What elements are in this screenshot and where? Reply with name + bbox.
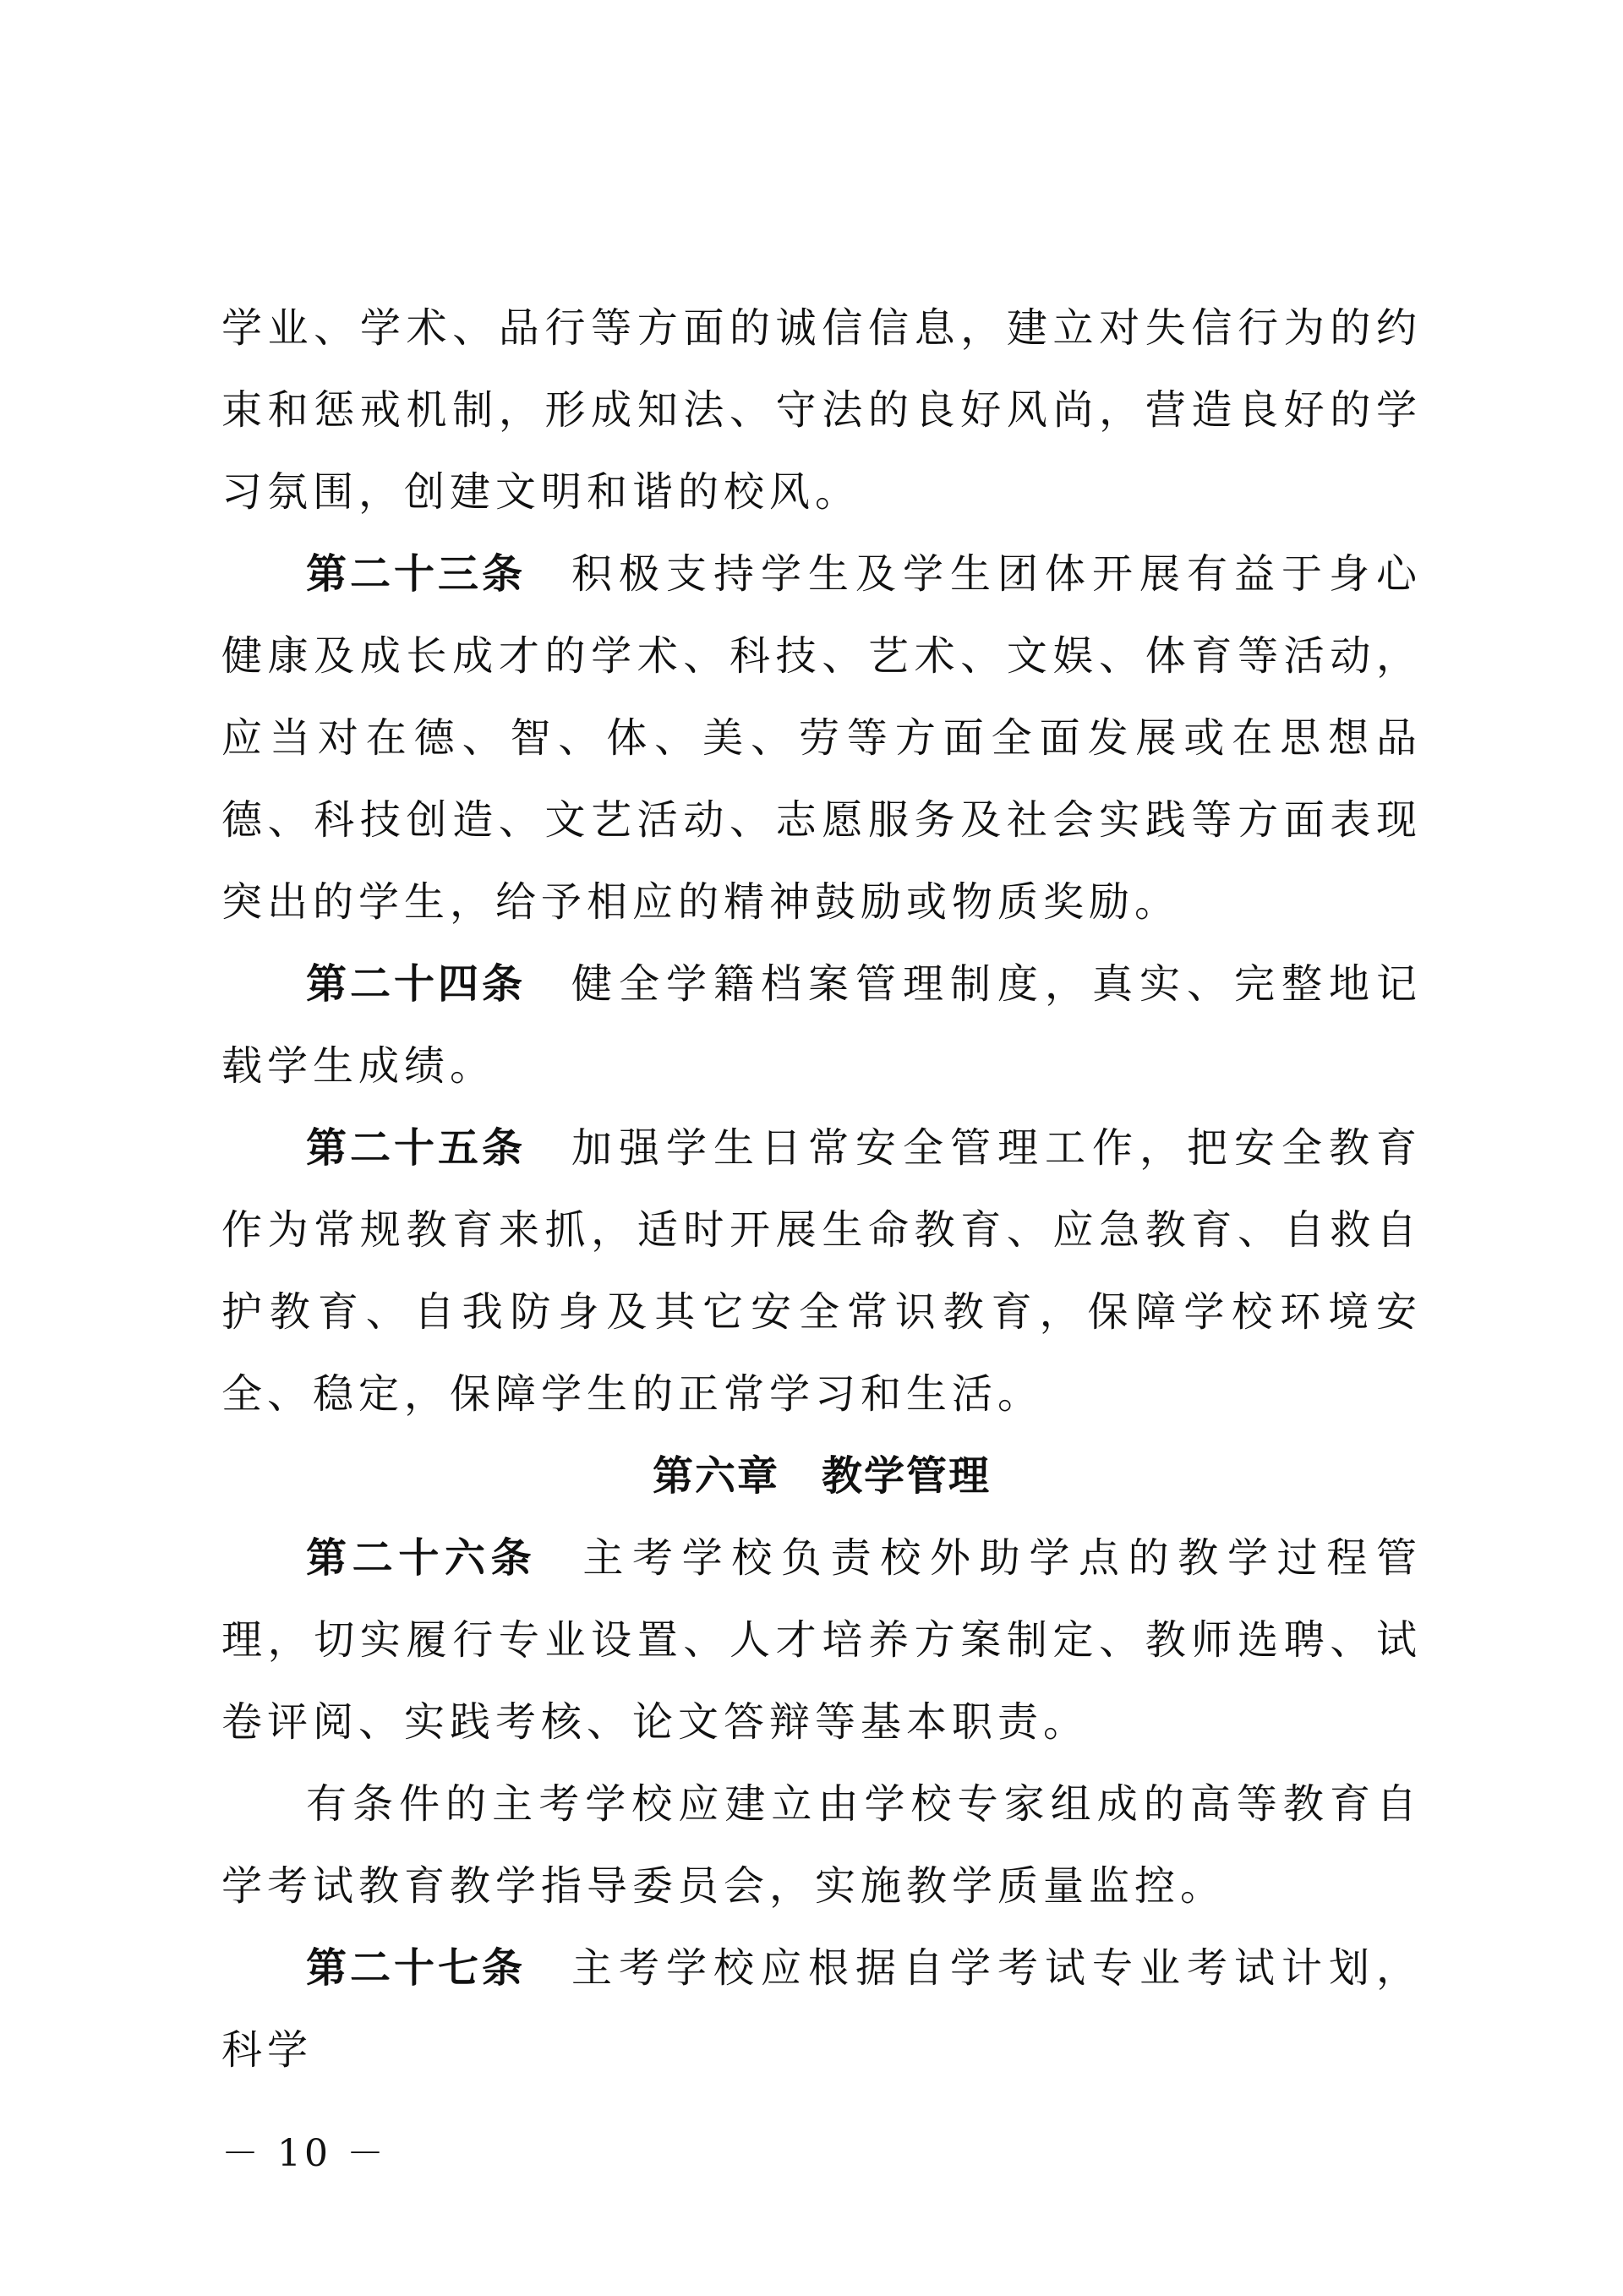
article-title: 第二十六条 (306, 1534, 538, 1582)
article-text: 健全学籍档案管理制度，真实、完整地记载学生成绩。 (221, 960, 1422, 1090)
paragraph-supplementary (221, 1763, 1422, 1927)
article-title: 第二十七条 (306, 1944, 526, 1992)
chapter-title: 第六章 教学管理 (652, 1452, 991, 1500)
article-text: 主考学校负责校外助学点的教学过程管理，切实履行专业设置、人才培养方案制定、教师选聘、试卷评阅、实践考核、论文答辩等基本职责。 (221, 1534, 1422, 1746)
article-27 (221, 1927, 1422, 2091)
page-number: － 10 － (221, 2132, 387, 2175)
article-25 (221, 1107, 1422, 1435)
article-title: 第二十四条 (306, 960, 526, 1008)
paragraph-continued (221, 287, 1422, 533)
article-26 (221, 1517, 1422, 1763)
article-text: 加强学生日常安全管理工作，把安全教育作为常规教育来抓，适时开展生命教育、应急教育、自救自护教育、自我防身及其它安全常识教育，保障学校环境安全、稳定，保障学生的正常学习和生活。 (221, 1124, 1422, 1418)
article-text: 主考学校应根据自学考试专业考试计划，科学 (221, 1944, 1422, 2074)
article-title: 第二十五条 (306, 1124, 526, 1172)
document-page (221, 287, 1422, 2091)
paragraph-text: 有条件的主考学校应建立由学校专家组成的高等教育自学考试教育教学指导委员会，实施教学质量监控。 (221, 1780, 1422, 1910)
paragraph-text: 学业、学术、品行等方面的诚信信息，建立对失信行为的约束和惩戒机制，形成知法、守法的良好风尚，营造良好的学习氛围，创建文明和谐的校风。 (221, 304, 1422, 516)
article-23 (221, 533, 1422, 943)
article-24 (221, 943, 1422, 1107)
article-title: 第二十三条 (306, 550, 526, 598)
article-text: 积极支持学生及学生团体开展有益于身心健康及成长成才的学术、科技、艺术、文娱、体育等活动，应当对在德、智、体、美、劳等方面全面发展或在思想品德、科技创造、文艺活动、志愿服务及社会实践等方面表现突出的学生，给予相应的精神鼓励或物质奖励。 (221, 550, 1422, 926)
